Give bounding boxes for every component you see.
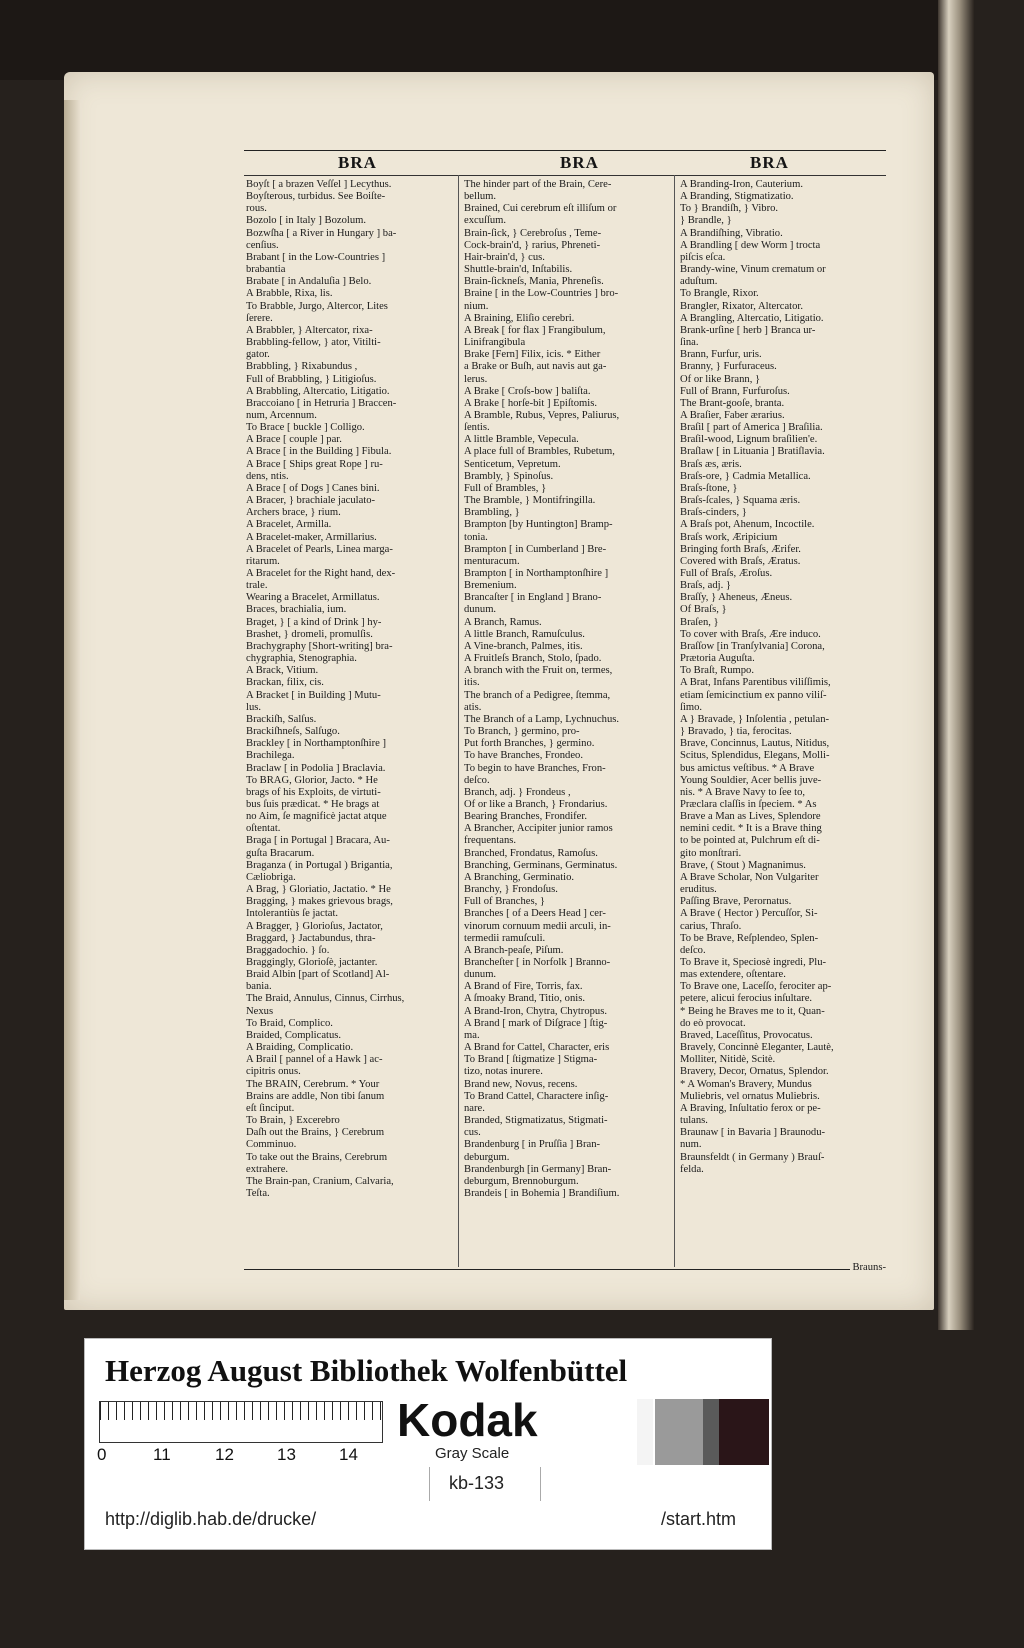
entry-line: A Brand for Cattel, Character, eris: [464, 1042, 610, 1054]
gray-scale-label: Gray Scale: [435, 1445, 510, 1462]
entry-line: gito monſtrari.: [680, 847, 742, 859]
library-label: [84, 1338, 772, 1550]
entry-line: Linifrangibula: [464, 337, 526, 349]
entry-line: Brangler, Rixator, Altercator.: [680, 300, 804, 312]
entry-line: A Branch, Ramus.: [464, 616, 542, 628]
entry-line: rous.: [246, 203, 267, 215]
entry-line: Cæliobriga.: [246, 871, 296, 883]
entry-line: Full of Brabbling, } Litigioſus.: [246, 373, 377, 385]
entry-line: A Brail [ pannel of a Hawk ] ac-: [246, 1054, 383, 1066]
entry-line: Brake [Fern] Filix, icis. * Either: [464, 349, 601, 361]
shelf-code: kb-133: [449, 1473, 505, 1493]
scale-ruler: [99, 1401, 383, 1443]
entry-line: Of Braſs, }: [680, 604, 727, 616]
entry-line: Brank-urſine [ herb ] Branca ur-: [680, 324, 816, 336]
entry-line: aduſtum.: [680, 276, 718, 288]
entry-line: do eò provocat.: [680, 1017, 746, 1029]
entry-line: ma.: [464, 1029, 480, 1041]
entry-line: Braſſy, } Aheneus, Æneus.: [680, 592, 793, 604]
entry-line: Braided, Complicatus.: [246, 1029, 342, 1041]
entry-line: Braſs-ſtone, }: [680, 482, 738, 494]
entry-line: deburgum.: [464, 1151, 510, 1163]
entry-line: To Braid, Complico.: [246, 1017, 333, 1029]
running-head-left: BRA: [338, 153, 377, 172]
entry-line: ſimo.: [680, 701, 703, 713]
column-rule: [458, 175, 459, 1267]
entry-line: Braces, brachialia, ium.: [246, 604, 347, 616]
entry-line: A Brace [ Ships great Rope ] ru-: [246, 458, 383, 470]
gray-swatch: [719, 1399, 769, 1465]
entry-line: Branch, adj. } Frondeus ,: [464, 786, 571, 798]
entry-line: Brambly, } Spinoſus.: [464, 470, 554, 482]
entry-line: Teſta.: [246, 1187, 270, 1199]
entry-line: Young Souldier, Acer bellis juve-: [680, 774, 822, 786]
entry-line: A Brace [ couple ] par.: [246, 434, 342, 446]
entry-line: A Brand of Fire, Torris, fax.: [464, 981, 583, 993]
dictionary-column-3: [680, 179, 888, 1263]
entry-line: Brampton [ in Northamptonſhire ]: [464, 568, 609, 579]
entry-line: A Brand-Iron, Chytra, Chytropus.: [464, 1005, 607, 1017]
entry-line: The branch of a Pedigree, ſtemma,: [464, 689, 611, 701]
entry-line: Braſs work, Æripicium: [680, 531, 778, 543]
entry-line: tonia.: [464, 531, 488, 543]
entry-line: num, Arcennum.: [246, 409, 317, 421]
entry-line: dens, ntis.: [246, 470, 289, 482]
entry-line: Branchy, } Frondoſus.: [464, 884, 558, 896]
entry-line: Brancaſter [ in England ] Brano-: [464, 592, 602, 604]
entry-line: A Break [ for flax ] Frangibulum,: [464, 324, 606, 336]
entry-line: A ſmoaky Brand, Titio, onis.: [464, 993, 585, 1005]
entry-line: A Brabbling, Altercatio, Litigatio.: [246, 385, 390, 397]
entry-line: } Brandle, }: [680, 215, 732, 227]
entry-line: * Being he Braves me to it, Quan-: [680, 1005, 825, 1017]
entry-line: Brandeis [ in Bohemia ] Brandiſium.: [464, 1187, 620, 1199]
entry-line: nium.: [464, 300, 489, 312]
entry-line: A Vine-branch, Palmes, itis.: [464, 640, 583, 652]
entry-line: The hinder part of the Brain, Cere-: [464, 179, 612, 190]
entry-line: cipitris onus.: [246, 1066, 301, 1078]
entry-line: To Brand [ ſtigmatize ] Stigma-: [464, 1054, 598, 1066]
entry-line: ſina.: [680, 337, 699, 349]
entry-line: Bozolo [ in Italy ] Bozolum.: [246, 215, 367, 227]
entry-line: brags of his Exploits, de virtuti-: [246, 786, 381, 798]
entry-line: to be pointed at, Pulchrum eſt di-: [680, 835, 820, 847]
ruler-tick-label: 12: [215, 1445, 234, 1464]
entry-line: A Braining, Eliſio cerebri.: [464, 312, 575, 324]
entry-line: A Bracelet for the Right hand, dex-: [246, 568, 396, 579]
entry-line: Brambling, }: [464, 507, 520, 519]
entry-line: Braid Albin [part of Scotland] Al-: [246, 969, 390, 981]
url-suffix: /start.htm: [661, 1509, 737, 1529]
entry-line: * A Woman's Bravery, Mundus: [680, 1078, 812, 1090]
entry-line: Covered with Braſs, Æratus.: [680, 555, 801, 567]
entry-line: The Brant-gooſe, branta.: [680, 397, 785, 409]
entry-line: A Brave ( Hector ) Percuſſor, Si-: [680, 908, 818, 920]
entry-line: Brann, Furfur, uris.: [680, 349, 762, 361]
entry-line: A Brat, Infans Parentibus viliſſimis,: [680, 677, 831, 689]
entry-line: ritarum.: [246, 555, 280, 567]
entry-line: bellum.: [464, 191, 497, 203]
entry-line: Braved, Laceſſitus, Provocatus.: [680, 1029, 813, 1041]
entry-line: Braunsfeldt ( in Germany ) Brauſ-: [680, 1151, 825, 1163]
entry-line: Braccoiano [ in Hetruria ] Braccen-: [246, 397, 397, 409]
entry-line: tizo, notas inurere.: [464, 1066, 543, 1078]
entry-line: Molliter, Nitidè, Scitè.: [680, 1054, 776, 1066]
entry-line: To Branch, } germino, pro-: [464, 726, 580, 738]
entry-line: Brackan, filix, cis.: [246, 677, 324, 689]
entry-line: To } Brandiſh, } Vibro.: [680, 203, 779, 215]
entry-line: To begin to have Branches, Fron-: [464, 762, 606, 774]
entry-line: no Aim, ſe magnificè jactat atque: [246, 811, 387, 823]
entry-line: petere, alicui ferocius inſultare.: [680, 993, 813, 1005]
entry-line: Braganza ( in Portugal ) Brigantia,: [246, 859, 393, 871]
entry-line: Braſs, adj. }: [680, 580, 731, 592]
entry-line: A Branch-peaſe, Piſum.: [464, 944, 564, 956]
gray-swatch: [655, 1399, 703, 1465]
entry-line: nemini cedit. * It is a Brave thing: [680, 823, 822, 835]
entry-line: Braggadochio. } ſo.: [246, 944, 330, 956]
entry-line: To have Branches, Frondeo.: [464, 750, 583, 762]
entry-line: Braſen, }: [680, 616, 719, 628]
entry-line: ſentis.: [464, 422, 490, 434]
entry-line: A Bragger, } Glorioſus, Jactator,: [246, 920, 383, 932]
entry-line: The Bramble, } Montifringilla.: [464, 495, 596, 507]
entry-line: Brabbling-fellow, } ator, Vitilti-: [246, 337, 381, 349]
entry-line: extrahere.: [246, 1163, 289, 1175]
entry-line: Braſſow [in Tranſylvania] Corona,: [680, 640, 825, 652]
entry-line: Brandy-wine, Vinum crematum or: [680, 264, 826, 276]
entry-line: Braſlaw [ in Lituania ] Bratiſlavia.: [680, 446, 825, 458]
entry-line: A little Branch, Ramuſculus.: [464, 628, 585, 640]
kodak-logo: Kodak: [397, 1394, 538, 1446]
entry-line: A Bracket [ in Building ] Mutu-: [246, 689, 381, 701]
entry-line: Brain-ſickneſs, Mania, Phreneſis.: [464, 276, 604, 288]
entry-line: Brampton [by Huntington] Bramp-: [464, 519, 613, 531]
entry-line: A Brabble, Rixa, lis.: [246, 288, 333, 300]
entry-line: Brancheſter [ in Norfolk ] Branno-: [464, 957, 611, 968]
entry-line: Brandenburg [ in Pruſſia ] Bran-: [464, 1139, 601, 1151]
entry-line: The BRAIN, Cerebrum. * Your: [246, 1078, 380, 1090]
dictionary-column-2: [464, 179, 672, 1263]
entry-line: A Brand [ mark of Diſgrace ] ſtig-: [464, 1017, 608, 1029]
entry-line: Branded, Stigmatizatus, Stigmati-: [464, 1115, 608, 1127]
entry-line: piſcis eſca.: [680, 251, 726, 263]
entry-line: etiam ſemicinctium ex panno viliſ-: [680, 689, 827, 701]
entry-line: Branny, } Furfuraceus.: [680, 361, 777, 373]
entry-line: Of or like Brann, }: [680, 373, 761, 385]
entry-line: To Brace [ buckle ] Colligo.: [246, 422, 365, 434]
entry-line: Brampton [ in Cumberland ] Bre-: [464, 543, 607, 555]
entry-line: nis. * A Brave Navy to ſee to,: [680, 786, 806, 798]
entry-line: oſtentat.: [246, 823, 281, 835]
entry-line: Full of Branches, }: [464, 896, 545, 908]
entry-line: eſt ſinciput.: [246, 1102, 295, 1114]
entry-line: To BRAG, Glorior, Jacto. * He: [246, 774, 378, 786]
entry-line: Braga [ in Portugal ] Bracara, Au-: [246, 835, 390, 847]
entry-line: The Braid, Annulus, Cinnus, Cirrhus,: [246, 993, 405, 1005]
entry-line: A Brag, } Gloriatio, Jactatio. * He: [246, 884, 391, 896]
running-head: [244, 151, 886, 176]
entry-line: itis.: [464, 677, 480, 689]
entry-line: Braggard, } Jactabundus, thra-: [246, 932, 376, 944]
entry-line: Muliebris, vel ornatus Muliebris.: [680, 1090, 820, 1102]
entry-line: deburgum, Brennoburgum.: [464, 1175, 579, 1187]
entry-line: A place full of Brambles, Rubetum,: [464, 446, 615, 458]
entry-line: tulans.: [680, 1115, 708, 1127]
entry-line: The Branch of a Lamp, Lychnuchus.: [464, 713, 620, 725]
entry-line: A Branding, Stigmatizatio.: [680, 191, 794, 203]
entry-line: A } Bravade, } Inſolentia , petulan-: [680, 713, 830, 725]
entry-line: Braine [ in the Low-Countries ] bro-: [464, 288, 619, 300]
entry-line: The Brain-pan, Cranium, Calvaria,: [246, 1175, 394, 1187]
entry-line: Full of Braſs, Æroſus.: [680, 568, 773, 579]
entry-line: A Brandling [ dew Worm ] trocta: [680, 239, 821, 251]
entry-line: excuſſum.: [464, 215, 507, 227]
entry-line: To cover with Braſs, Ære induco.: [680, 628, 821, 640]
ruler-tick-label: 0: [97, 1445, 107, 1464]
entry-line: A Brave Scholar, Non Vulgariter: [680, 871, 819, 883]
entry-line: trale.: [246, 580, 268, 592]
entry-line: A Brake [ Croſs-bow ] baliſta.: [464, 385, 591, 397]
entry-line: A Braſier, Faber ærarius.: [680, 409, 785, 421]
entry-line: dunum.: [464, 604, 497, 616]
entry-line: To Braſt, Rumpo.: [680, 665, 755, 677]
running-head-right: BRA: [750, 153, 789, 172]
entry-line: A Bracelet-maker, Armillarius.: [246, 531, 377, 543]
entry-line: Braſil-wood, Lignum braſilien'e.: [680, 434, 818, 446]
entry-line: A Brace [ in the Building ] Fibula.: [246, 446, 392, 458]
entry-line: frequentans.: [464, 835, 517, 847]
entry-line: Bringing forth Braſs, Ærifer.: [680, 543, 801, 555]
ruler-tick-label: 13: [277, 1445, 296, 1464]
entry-line: bus ſuis prædicat. * He brags at: [246, 798, 380, 810]
entry-line: Braget, } [ a kind of Drink ] hy-: [246, 616, 382, 628]
entry-line: ſerere.: [246, 312, 273, 324]
entry-line: Intolerantiùs ſe jactat.: [246, 908, 339, 920]
entry-line: A Brace [ of Dogs ] Canes bini.: [246, 482, 380, 494]
gray-swatch: [637, 1399, 653, 1465]
entry-line: brabantia: [246, 264, 286, 276]
entry-line: Braſil [ part of America ] Braſilia.: [680, 422, 823, 434]
url-prefix: http://diglib.hab.de/drucke/: [105, 1509, 317, 1529]
entry-line: } Bravado, } tia, ferocitas.: [680, 726, 792, 738]
gray-swatch: [703, 1399, 719, 1465]
entry-line: bus amictus veſtibus. * A Brave: [680, 762, 815, 774]
entry-line: Comminuo.: [246, 1139, 297, 1151]
entry-line: vinorum cornuum medii arculi, in-: [464, 920, 611, 932]
scan-background: [0, 0, 974, 80]
entry-line: deſco.: [680, 944, 706, 956]
entry-line: Præclara claſſis in ſpeciem. * As: [680, 798, 817, 810]
entry-line: Brave, Concinnus, Lautus, Nitidus,: [680, 738, 830, 750]
entry-line: Boyſterous, turbidus. See Boiſte-: [246, 191, 386, 203]
entry-line: Brave a Man as Lives, Splendore: [680, 811, 821, 823]
entry-line: Brained, Cui cerebrum eſt illiſum or: [464, 203, 617, 215]
entry-line: A Branching, Germinatio.: [464, 871, 575, 883]
entry-line: Daſh out the Brains, } Cerebrum: [246, 1127, 385, 1139]
entry-line: To Brain, } Excerebro: [246, 1115, 340, 1127]
entry-line: Brachilega.: [246, 750, 295, 762]
entry-line: Braunaw [ in Bavaria ] Braunodu-: [680, 1127, 826, 1139]
entry-line: A branch with the Fruit on, termes,: [464, 665, 613, 677]
entry-line: lus.: [246, 701, 262, 713]
entry-line: A Bracelet of Pearls, Linea marga-: [246, 543, 393, 555]
entry-line: Braggingly, Glorioſè, jactanter.: [246, 957, 378, 968]
entry-line: A Brangling, Altercatio, Litigatio.: [680, 312, 824, 324]
entry-line: atis.: [464, 701, 482, 713]
entry-line: A Branding-Iron, Cauterium.: [680, 179, 803, 190]
entry-line: Brand new, Novus, recens.: [464, 1078, 578, 1090]
entry-line: menturacum.: [464, 555, 520, 567]
entry-line: Senticetum, Vepretum.: [464, 458, 561, 470]
entry-line: A Braſs pot, Ahenum, Incoctile.: [680, 519, 815, 531]
entry-line: Wearing a Bracelet, Armillatus.: [246, 592, 380, 604]
entry-line: cenſius.: [246, 239, 279, 251]
entry-line: Prætoria Auguſta.: [680, 653, 755, 665]
entry-line: Of or like a Branch, } Frondarius.: [464, 798, 608, 810]
entry-line: Brackiſh, Salſus.: [246, 713, 317, 725]
entry-line: To Brabble, Jurgo, Altercor, Lites: [246, 300, 388, 312]
entry-line: Braſs-cinders, }: [680, 507, 747, 519]
page-gutter-shadow: [64, 100, 80, 1300]
entry-line: Branched, Frondatus, Ramoſus.: [464, 847, 598, 859]
entry-line: deſco.: [464, 774, 490, 786]
catchword: Brauns-: [852, 1262, 886, 1273]
adjacent-page-edge: [938, 0, 974, 1330]
entry-line: Put forth Branches, } germino.: [464, 738, 595, 750]
entry-line: cus.: [464, 1127, 481, 1139]
entry-line: Braclaw [ in Podolia ] Braclavia.: [246, 762, 386, 774]
entry-line: Bremenium.: [464, 580, 517, 592]
entry-line: A Brancher, Accipiter junior ramos: [464, 823, 613, 835]
entry-line: A little Bramble, Vepecula.: [464, 434, 579, 446]
entry-line: Nexus: [246, 1005, 274, 1017]
entry-line: chygraphia, Stenographia.: [246, 653, 357, 665]
entry-line: Brackiſhneſs, Salſugo.: [246, 726, 340, 738]
entry-line: nare.: [464, 1102, 485, 1114]
entry-line: Brabate [ in Andaluſia ] Belo.: [246, 276, 372, 288]
entry-line: num.: [680, 1139, 702, 1151]
ruler-tick-label: 11: [153, 1445, 171, 1464]
entry-line: Brandenburgh [in Germany] Bran-: [464, 1163, 612, 1175]
entry-line: Braſs-ſcales, } Squama æris.: [680, 495, 801, 507]
entry-line: A Braiding, Complicatio.: [246, 1042, 354, 1054]
entry-line: carius, Thraſo.: [680, 920, 742, 932]
entry-line: a Brake or Buſh, aut navis aut ga-: [464, 361, 607, 373]
running-head-center: BRA: [560, 153, 599, 172]
entry-line: A Brabbler, } Altercator, rixa-: [246, 324, 373, 336]
entry-line: mas extendere, oſtentare.: [680, 969, 786, 981]
column-rule: [674, 175, 675, 1267]
entry-line: Brains are addle, Non tibi ſanum: [246, 1090, 385, 1102]
entry-line: Bragging, } makes grievous brags,: [246, 896, 393, 908]
entry-line: Branching, Germinans, Germinatus.: [464, 859, 618, 871]
entry-line: Bozwſha [ a River in Hungary ] ba-: [246, 227, 397, 239]
entry-line: Brackley [ in Northamptonſhire ]: [246, 738, 387, 750]
entry-line: Brashet, } dromeli, promulſis.: [246, 628, 373, 640]
entry-line: Cock-brain'd, } rarius, Phreneti-: [464, 239, 601, 251]
entry-line: Brachygraphy [Short-writing] bra-: [246, 640, 393, 652]
entry-line: Boyſt [ a brazen Veſſel ] Lecythus.: [246, 179, 392, 190]
entry-line: dunum.: [464, 969, 497, 981]
entry-line: termedii ramuſculi.: [464, 932, 546, 944]
entry-line: To Brand Cattel, Charactere inſig-: [464, 1090, 609, 1102]
text-frame: [244, 150, 886, 1273]
entry-line: Hair-brain'd, } cus.: [464, 251, 545, 263]
entry-line: Brain-ſick, } Cerebroſus , Teme-: [464, 227, 602, 239]
entry-line: guſta Bracarum.: [246, 847, 315, 859]
entry-line: Brabbling, } Rixabundus ,: [246, 361, 358, 373]
entry-line: eruditus.: [680, 884, 717, 896]
entry-line: Braſs æs, æris.: [680, 458, 742, 470]
library-title: Herzog August Bibliothek Wolfenbüttel: [105, 1353, 628, 1388]
entry-line: Brabant [ in the Low-Countries ]: [246, 251, 386, 263]
entry-line: Branches [ of a Deers Head ] cer-: [464, 908, 606, 920]
entry-line: A Braving, Inſultatio ferox or pe-: [680, 1102, 821, 1114]
entry-line: Full of Brambles, }: [464, 482, 547, 494]
entry-line: A Brake [ horſe-bit ] Epiſtomis.: [464, 397, 597, 409]
entry-line: A Brack, Vitium.: [246, 665, 319, 677]
entry-line: Paſſing Brave, Perornatus.: [680, 896, 792, 908]
entry-line: A Bracelet, Armilla.: [246, 519, 332, 531]
entry-line: gator.: [246, 349, 270, 361]
entry-line: A Brandiſhing, Vibratio.: [680, 227, 783, 239]
entry-line: Braſs-ore, } Cadmia Metallica.: [680, 470, 811, 482]
entry-line: To Brangle, Rixor.: [680, 288, 759, 300]
entry-line: Shuttle-brain'd, Inſtabilis.: [464, 264, 573, 276]
entry-line: A Bracer, } brachiale jaculato-: [246, 495, 376, 507]
entry-line: Archers brace, } rium.: [246, 507, 341, 519]
entry-line: To be Brave, Reſplendeo, Splen-: [680, 932, 819, 944]
entry-line: Bearing Branches, Frondifer.: [464, 811, 587, 823]
entry-line: felda.: [680, 1163, 704, 1175]
entry-line: A Bramble, Rubus, Vepres, Paliurus,: [464, 409, 620, 421]
entry-line: Bravely, Concinnè Eleganter, Lautè,: [680, 1042, 834, 1054]
entry-line: Brave, ( Stout ) Magnanimus.: [680, 859, 806, 871]
entry-line: Full of Brann, Furfuroſus.: [680, 385, 790, 397]
entry-line: Bravery, Decor, Ornatus, Splendor.: [680, 1066, 829, 1078]
dictionary-column-1: [246, 179, 454, 1263]
entry-line: To take out the Brains, Cerebrum: [246, 1151, 388, 1163]
ruler-tick-label: 14: [339, 1445, 358, 1464]
entry-line: Scitus, Splendidus, Elegans, Molli-: [680, 750, 830, 762]
entry-line: A Fruitleſs Branch, Stolo, ſpado.: [464, 653, 602, 665]
entry-line: bania.: [246, 981, 272, 993]
entry-line: To Brave it, Speciosè ingredi, Plu-: [680, 957, 827, 968]
entry-line: lerus.: [464, 373, 488, 385]
entry-line: To Brave one, Laceſſo, ferociter ap-: [680, 981, 832, 993]
